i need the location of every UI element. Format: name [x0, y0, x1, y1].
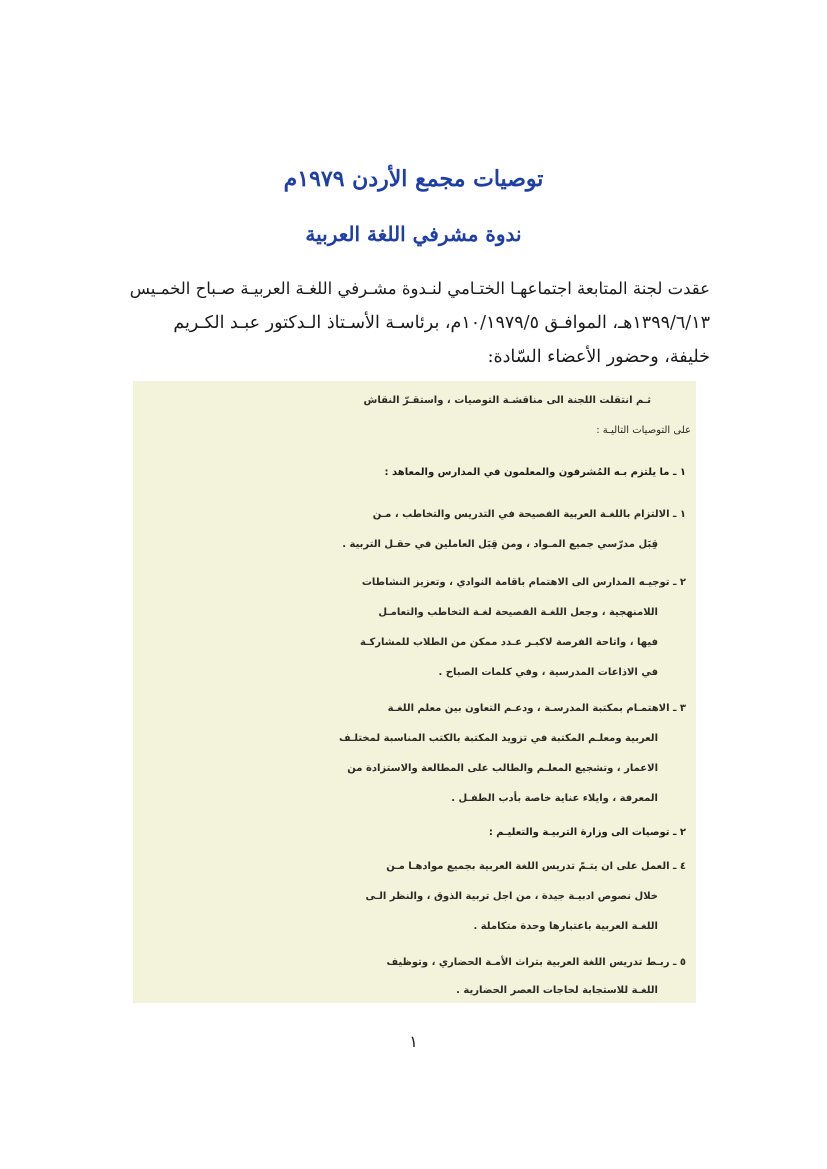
intro-line: خليفة، وحضور الأعضاء السّادة: — [487, 347, 710, 367]
intro-line: ١٣٩٩/٦/١٣هـ، الموافـق ١٠/١٩٧٩/٥م، برئاسـة الأسـتاذ الـدكتور عبـد الكـريم — [173, 313, 710, 333]
intro-line: عقدت لجنة المتابعة اجتماعهـا الختـامي لنـدوة مشـرفي اللغـة العربيـة صـباح الخمـيس — [129, 279, 710, 298]
page-title: توصيات مجمع الأردن ١٩٧٩م — [283, 166, 544, 192]
scan-line: ٥ ـ ربـط تدريس اللغة العربية بتراث الأمـة الحضاري ، وتوظيف — [386, 957, 686, 968]
section-heading: ١ ـ ما يلتزم بـه المُشرفون والمعلمون في المدارس والمعاهد : — [384, 467, 686, 478]
scan-line: ٣ ـ الاهتمـام بمكتبة المدرسـة ، ودعـم التعاون بين معلم اللغـة — [387, 703, 686, 714]
scan-line: العربية ومعلـم المكتبة في تزويد المكتبة بالكتب المناسبة لمختلـف — [338, 733, 658, 744]
scan-line: ٢ ـ توجيـه المدارس الى الاهتمام باقامة النوادي ، وتعزيز النشاطات — [361, 577, 686, 588]
scan-line: فيها ، واتاحة الفرصة لاكبـر عـدد ممكن من الطلاب للمشاركـة — [359, 637, 658, 648]
intro-paragraph — [120, 272, 710, 374]
scan-line: في الاذاعات المدرسية ، وفي كلمات الصباح . — [438, 667, 658, 678]
scan-line: المعرفة ، وايلاء عناية خاصة بأدب الطفـل . — [451, 793, 658, 804]
scan-line: اللغـة العربية باعتبارها وحدة متكاملة . — [473, 921, 658, 932]
scan-line: قِبَل مدرّسي جميع المـواد ، ومن قِبَل العاملين في حقـل التربية . — [342, 539, 658, 550]
scan-line: ١ ـ الالتزام باللغـة العربية الفصيحة في التدريس والتخاطب ، مـن — [372, 509, 686, 520]
scan-line: اللغـة للاستجابة لحاجات العصر الحضارية . — [456, 985, 658, 996]
page-subtitle: ندوة مشرفي اللغة العربية — [305, 222, 522, 246]
scan-line: ثـم انتقلت اللجنة الى مناقشـة التوصيات ، واستقـرّ النقاش — [363, 395, 651, 406]
scanned-document-image — [133, 381, 696, 1003]
scan-line: على التوصيات التاليـة : — [596, 425, 691, 436]
scan-line: اللامنهجية ، وجعل اللغـة الفصيحة لغـة التخاطب والتعامـل — [378, 607, 658, 618]
section-heading: ٢ ـ توصيات الى وزارة التربيـة والتعليـم : — [488, 827, 686, 838]
scan-line: خلال نصوص ادبيـة جيدة ، من اجل تربية الذوق ، والنظر الـى — [365, 891, 658, 902]
scan-line: ٤ ـ العمل على ان يتـمّ تدريس اللغة العربية بجميع موادهـا مـن — [386, 861, 686, 872]
page-number: ١ — [409, 1032, 418, 1051]
scan-line: الاعمار ، وتشجيع المعلـم والطالب على المطالعة والاستزادة من — [347, 763, 658, 774]
